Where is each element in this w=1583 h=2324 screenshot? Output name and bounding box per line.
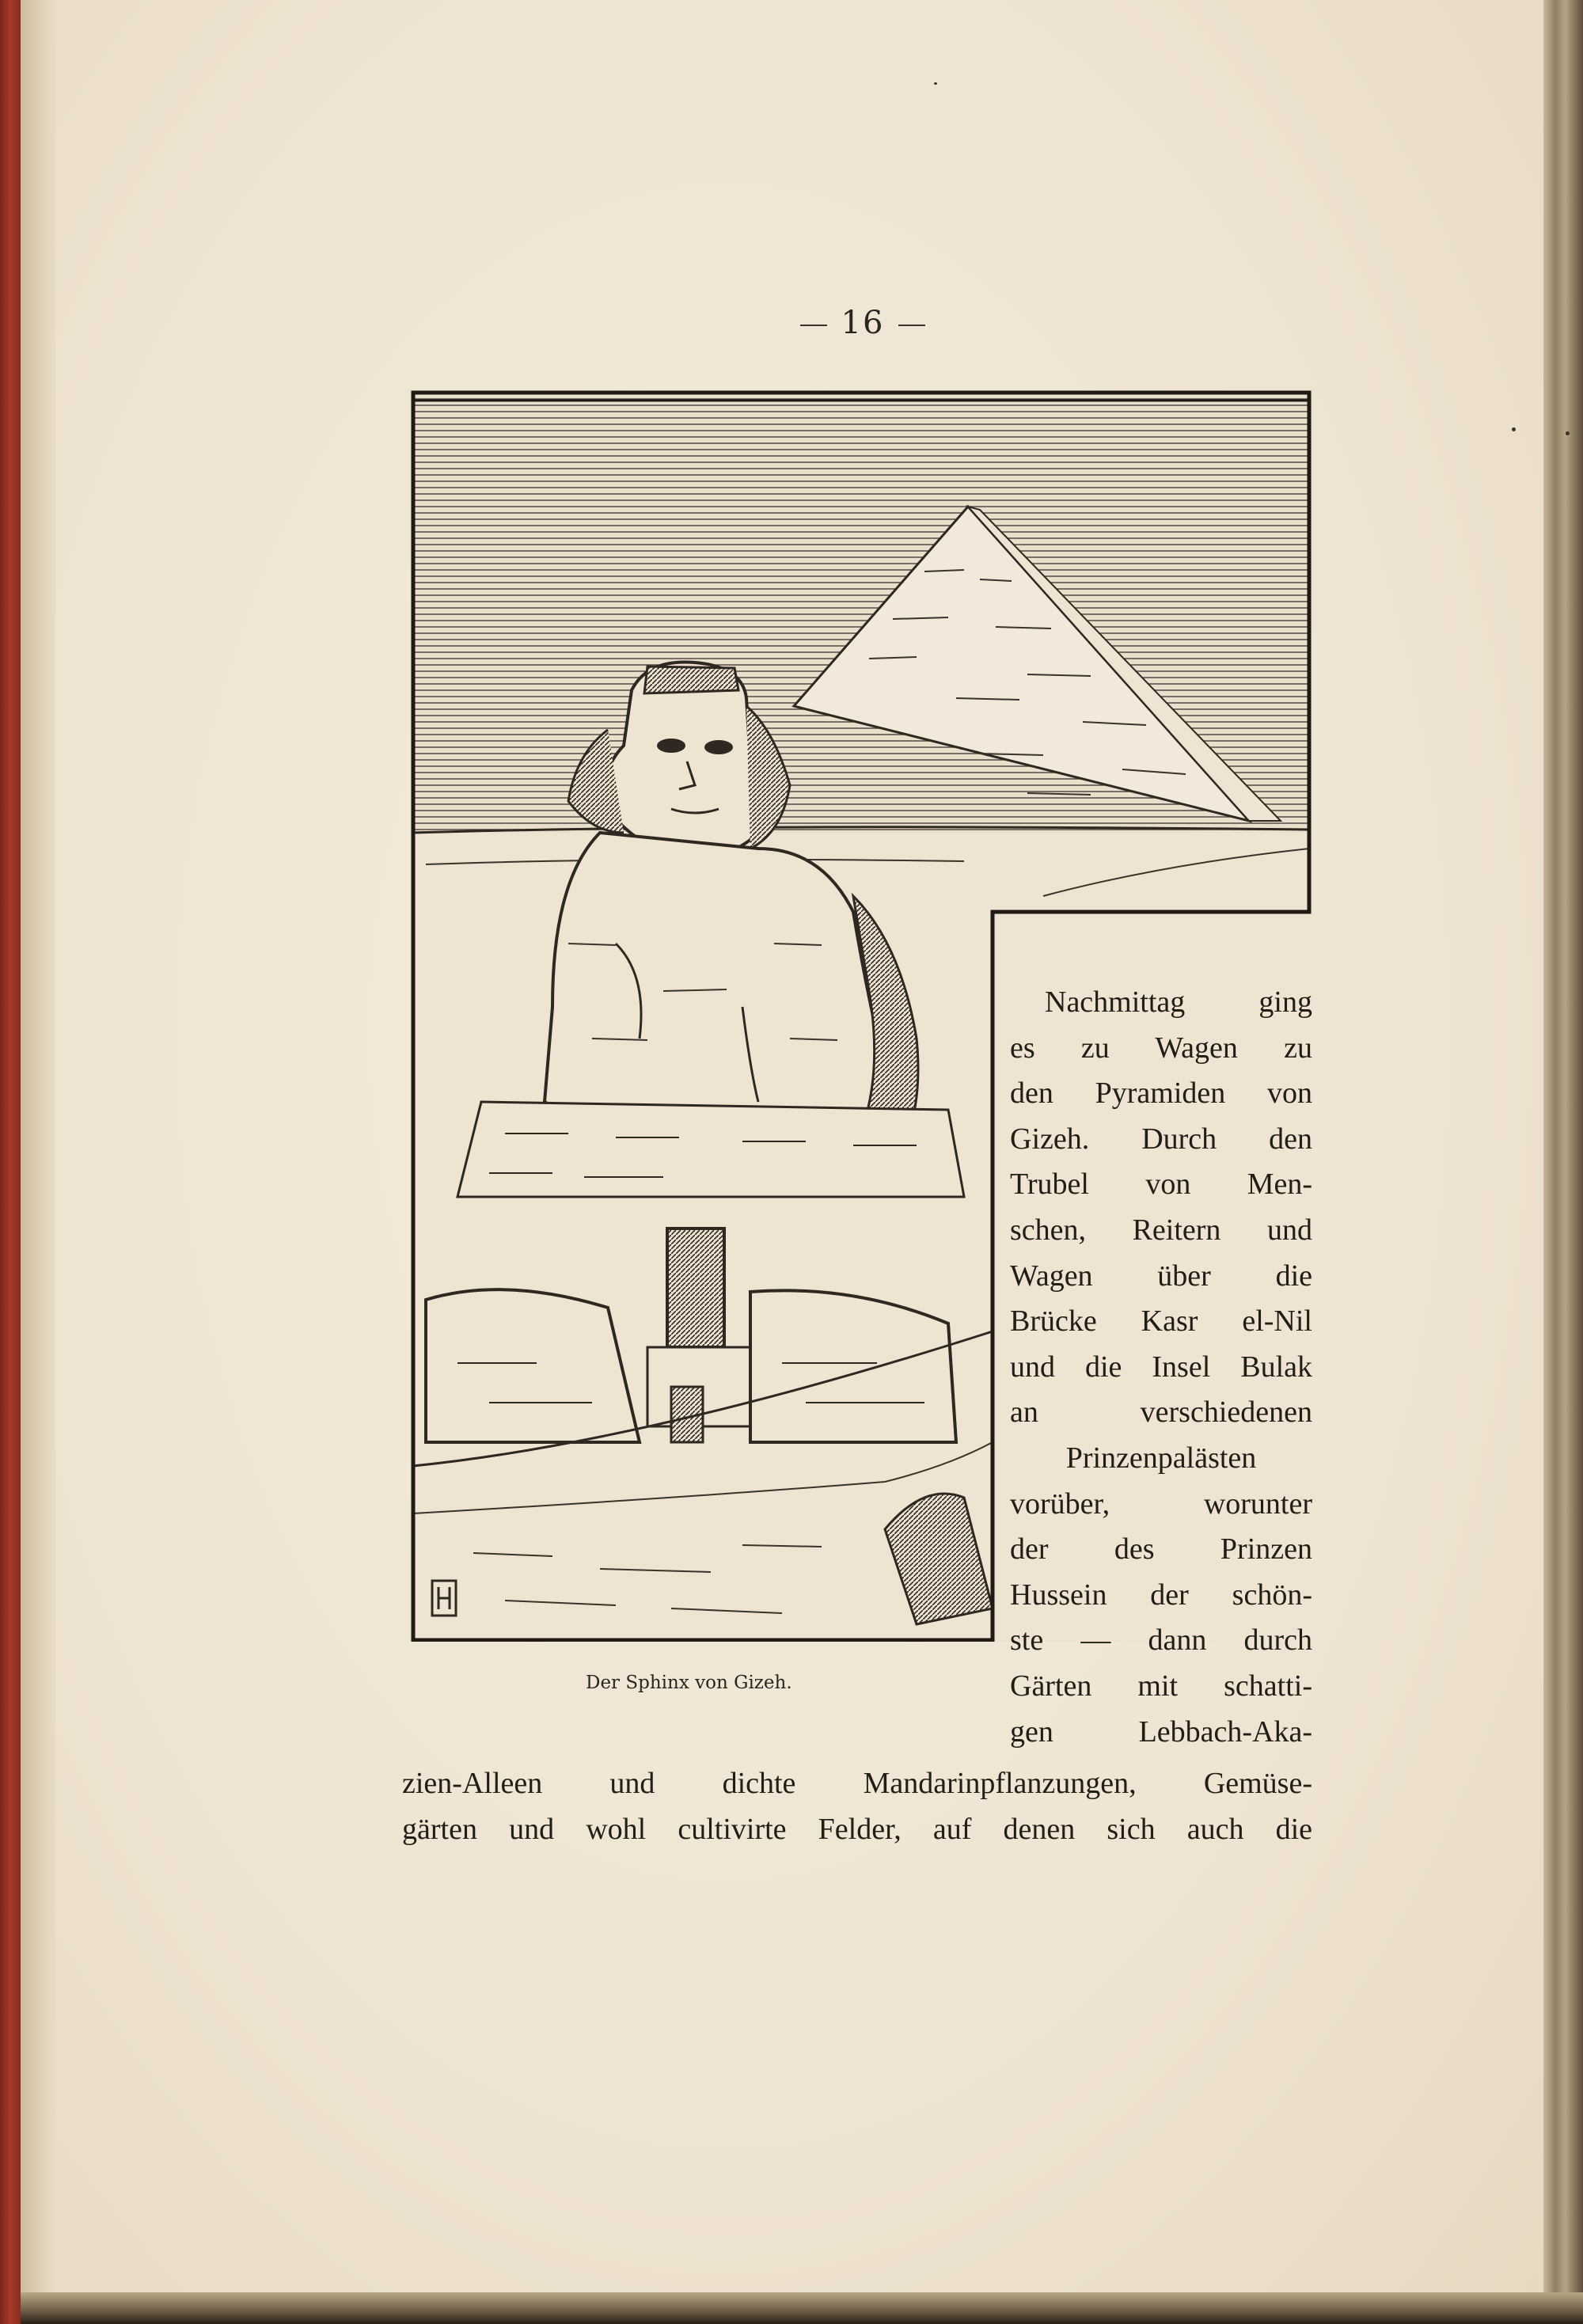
book-binding-edge xyxy=(0,0,21,2324)
page-bottom-edge xyxy=(21,2292,1583,2324)
text-line: vorüber, worunter xyxy=(1010,1487,1312,1521)
paper-speck xyxy=(1512,427,1516,431)
text-line: Wagen über die xyxy=(1010,1259,1312,1293)
text-line: an verschiedenen xyxy=(1010,1396,1312,1430)
text-line: der des Prinzen xyxy=(1010,1532,1312,1566)
text-line: Hussein der schön- xyxy=(1010,1578,1312,1612)
text-line: Nachmittag ging xyxy=(1045,985,1312,1019)
paper-speck xyxy=(1566,431,1570,435)
text-line: gen Lebbach-Aka- xyxy=(1010,1715,1312,1749)
text-line: Gizeh. Durch den xyxy=(1010,1122,1312,1156)
page-right-edge xyxy=(1543,0,1583,2324)
text-line: schen, Reitern und xyxy=(1010,1213,1312,1247)
text-line: Prinzenpalästen xyxy=(1065,1441,1257,1475)
text-line: zien-Alleen und dichte Mandarinpflanzungen, Gemüse- xyxy=(402,1767,1312,1800)
text-line: gärten und wohl cultivirte Felder, auf denen sich auch die xyxy=(402,1813,1312,1846)
text-line: ste — dann durch xyxy=(1010,1623,1312,1658)
full-width-text xyxy=(402,1760,1312,1852)
illustration-caption: Der Sphinx von Gizeh. xyxy=(586,1673,792,1693)
text-line: es zu Wagen zu xyxy=(1010,1031,1312,1065)
text-line: den Pyramiden von xyxy=(1010,1077,1312,1111)
paper-speck xyxy=(934,82,937,85)
text-line: Trubel von Men- xyxy=(1010,1168,1312,1202)
text-line: Brücke Kasr el-Nil xyxy=(1010,1304,1312,1339)
text-line: und die Insel Bulak xyxy=(1010,1350,1312,1384)
page-number: 16 xyxy=(776,305,950,341)
text-line: Gärten mit schatti- xyxy=(1010,1669,1312,1703)
wrapped-text-column xyxy=(1010,980,1312,1755)
